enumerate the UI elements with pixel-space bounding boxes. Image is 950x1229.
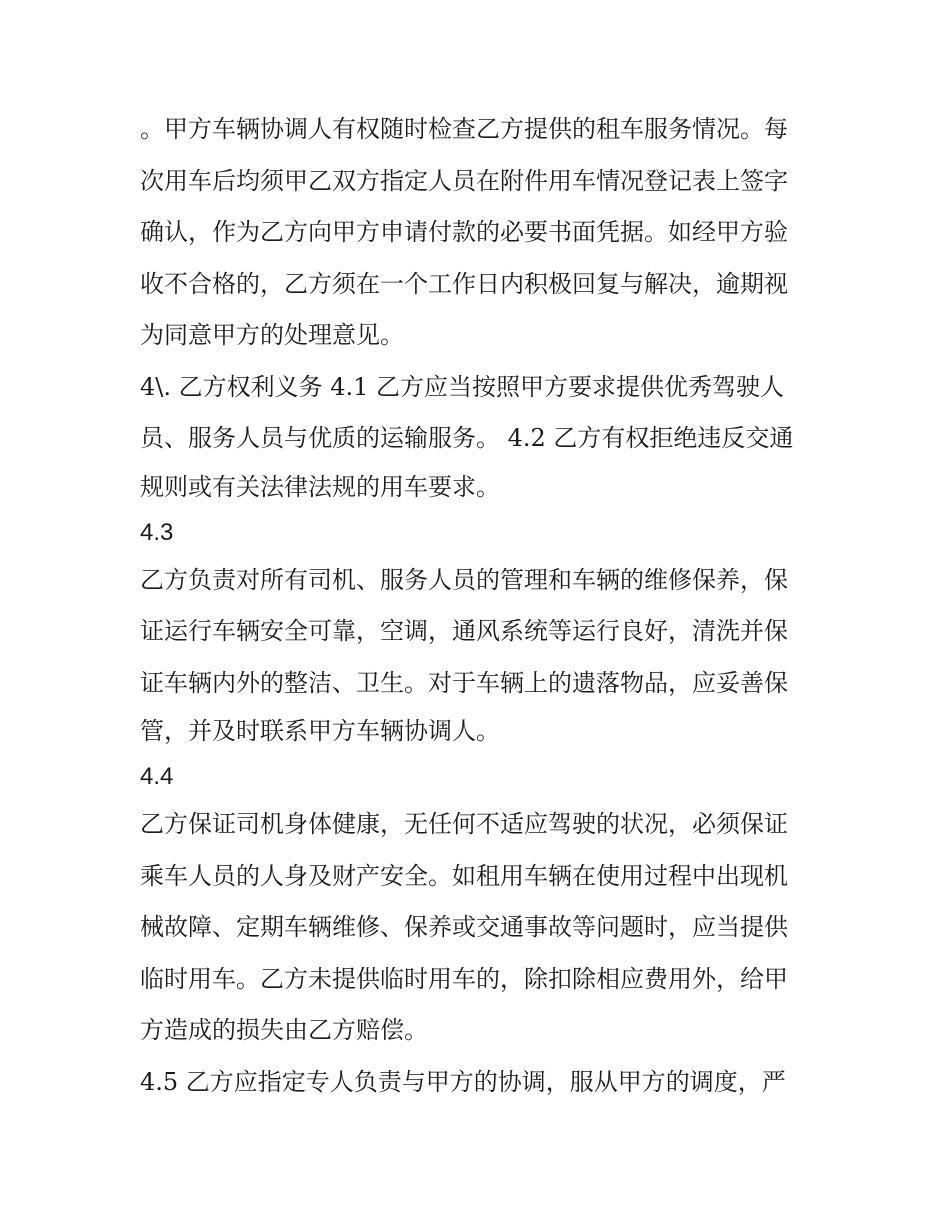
document-body (140, 104, 816, 1108)
text-line: 械故障、定期车辆维修、保养或交通事故等问题时，应当提供 (140, 913, 788, 941)
text-line: 收不合格的，乙方须在一个工作日内积极回复与解决，逾期视 (140, 269, 788, 298)
text-line: 。甲方车辆协调人有权随时检查乙方提供的租车服务情况。每 (140, 115, 788, 143)
clause-number: 4.3 (140, 518, 174, 546)
text-line: 员、服务人员与优质的运输服务。 4.2 乙方有权拒绝违反交通 (140, 424, 794, 452)
text-line: 证车辆内外的整洁、卫生。对于车辆上的遗落物品，应妥善保 (140, 668, 788, 697)
section-heading-line: 4\. 乙方权利义务 4.1 乙方应当按照甲方要求提供优秀驾驶人 (140, 372, 785, 401)
text-line: 临时用车。乙方未提供临时用车的，除扣除相应费用外，给甲 (140, 964, 788, 993)
text-line: 管，并及时联系甲方车辆协调人。 (140, 717, 500, 745)
text-line: 为同意甲方的处理意见。 (140, 321, 404, 349)
text-line: 次用车后均须甲乙双方指定人员在附件用车情况登记表上签字 (140, 166, 788, 195)
text-line: 规则或有关法律法规的用车要求。 (140, 472, 500, 501)
text-line: 乘车人员的人身及财产安全。如租用车辆在使用过程中出现机 (140, 861, 788, 890)
text-line: 确认，作为乙方向甲方申请付款的必要书面凭据。如经甲方验 (140, 218, 788, 246)
text-line: 方造成的损失由乙方赔偿。 (140, 1016, 428, 1044)
text-line: 乙方负责对所有司机、服务人员的管理和车辆的维修保养，保 (140, 565, 788, 594)
text-line: 4.5 乙方应指定专人负责与甲方的协调，服从甲方的调度，严 (140, 1067, 786, 1096)
text-line: 乙方保证司机身体健康，无任何不适应驾驶的状况，必须保证 (140, 810, 788, 838)
clause-number: 4.4 (140, 763, 174, 790)
text-line: 证运行车辆安全可靠，空调，通风系统等运行良好，清洗并保 (140, 617, 788, 645)
